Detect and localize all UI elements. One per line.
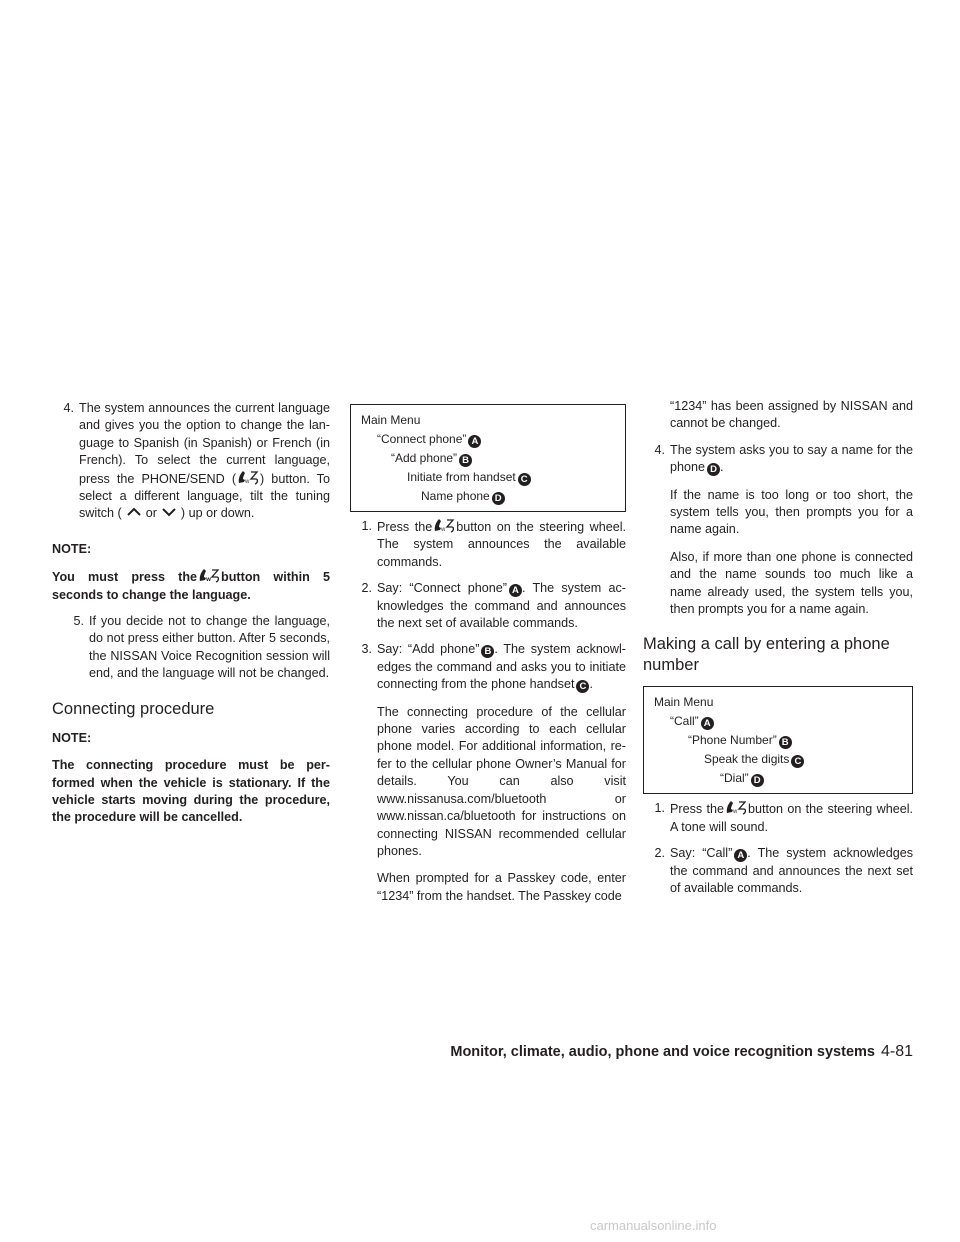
list-text: or [145,506,157,521]
menu-tree-connect [350,404,626,512]
menu-text: Speak the digits [704,752,790,767]
menu-line [654,731,902,750]
note-heading: NOTE: [52,730,92,745]
list-item-1 [643,800,913,836]
menu-text: “Connect phone” [377,432,467,446]
list-text: . The system acknowledges the command and announces the next set of available commands. [670,846,913,896]
list-text: button on the steering wheel. A tone will sound. [670,802,913,834]
menu-text: Name phone [421,489,490,503]
list-item-5 [52,613,330,683]
list-text: The system asks you to say a name for the phone [670,442,913,475]
list-item-4 [643,442,913,477]
list-item-3 [350,641,626,693]
callout-a: A [468,435,481,448]
list-text: . The system ac-knowledges the command and announces the next set of available commands. [377,581,626,631]
list-number: 2. [361,581,372,596]
phone-send-icon [724,800,748,815]
callout-b: B [459,454,472,467]
menu-line [361,468,615,487]
column-right [643,400,913,898]
menu-line [654,693,902,712]
list-number: 4. [654,442,665,457]
column-middle [350,400,626,905]
menu-line [654,750,902,769]
callout-b: B [481,645,494,658]
menu-text: “Phone Number” [688,733,777,748]
callout-a: A [509,584,522,597]
list-text: Say: “Call” [670,846,733,861]
callout-d: D [707,463,720,476]
phone-send-icon [432,518,456,533]
paragraph: Also, if more than one phone is connected and the name sounds too much like a name already used, the system tells you, then prompts you for a name again. [670,549,913,617]
menu-text: Main Menu [361,413,421,427]
menu-line [361,411,615,430]
callout-d: D [492,492,505,505]
list-text: Say: “Connect phone” [377,581,507,596]
watermark: carmanualsonline.info [590,1218,717,1233]
menu-text: Main Menu [654,695,714,710]
list-number: 5. [73,614,84,629]
callout-b: B [779,736,792,749]
list-number: 4. [63,401,74,415]
paragraph: If the name is too long or too short, the system tells you, then prompts you for a name again. [670,487,913,537]
callout-c: C [791,755,804,768]
list-item-2 [350,580,626,632]
note-heading: NOTE: [52,541,92,556]
list-text: The system announces the current language and gives you the option to change the lan-guage to Spanish (in Spanish) or French (in French). To select the current language, press the PHONE/SEND ( [79,401,330,486]
section-heading-connecting: Connecting procedure [52,699,215,718]
note-text: You must press the [52,570,198,585]
column-left [52,400,330,827]
chevron-up-icon [126,507,142,517]
menu-tree-call [643,686,913,794]
list-number: 1. [361,519,372,533]
note-text: button within 5 seconds to change the language. [52,570,330,602]
menu-text: “Add phone” [391,451,458,465]
menu-line [654,712,902,731]
footer-title: Monitor, climate, audio, phone and voice recognition systems [450,1044,875,1060]
paragraph: The connecting procedure of the cellular phone varies according to each cellular phone model. For additional information, re-fer to the cellular phone Owner’s Manual for details. You can also visit www.nissanusa.com/bluetooth or www.nissan.ca/bluetooth for instructions on connecting NISSAN recommended cellular phones. [377,704,626,858]
list-text: Say: “Add phone” [377,642,480,657]
phone-send-icon [236,470,260,485]
callout-a: A [734,849,747,862]
list-number: 1. [654,801,665,816]
list-text: Press the [377,520,433,534]
menu-line [361,430,615,449]
page-footer [420,1043,913,1061]
paragraph: “1234” has been assigned by NISSAN and cannot be changed. [670,399,913,431]
list-text: . [720,460,724,475]
list-item-4 [52,400,330,523]
menu-text: “Call” [670,714,699,729]
callout-a: A [701,717,714,730]
menu-line [361,449,615,468]
page-number: 4-81 [880,1043,913,1060]
callout-c: C [576,680,589,693]
list-text: ) button. To select a different language, tilt the tuning switch ( [79,471,330,521]
list-item-1 [350,518,626,571]
list-text: If you decide not to change the language, do not press either button. After 5 seconds, the NISSAN Voice Recognition session will end, and the language will not be changed. [89,614,330,681]
list-number: 3. [361,642,372,657]
list-text: button on the steering wheel. The system announces the available commands. [377,520,627,569]
list-text: ) up or down. [180,506,255,521]
chevron-down-icon [161,507,177,517]
paragraph: When prompted for a Passkey code, enter “1234” from the handset. The Passkey code [377,871,626,903]
list-item-2 [643,845,913,897]
menu-text: “Dial” [720,771,749,786]
list-text: Press the [670,802,725,817]
note-body: The connecting procedure must be per-formed when the vehicle is stationary. If the vehicle starts moving during the procedure, the procedure will be cancelled. [52,758,330,825]
menu-line [654,769,902,788]
list-text: . [589,677,593,692]
section-heading-call: Making a call by entering a phone number [643,635,890,675]
menu-line [361,487,615,506]
callout-c: C [518,473,531,486]
callout-d: D [751,774,764,787]
note-body [52,568,330,604]
phone-send-icon [197,568,221,583]
list-number: 2. [654,846,665,861]
list-text: . The system acknowl-edges the command and asks you to initiate connecting from the phone handset [377,642,626,692]
menu-text: Initiate from handset [407,470,516,484]
